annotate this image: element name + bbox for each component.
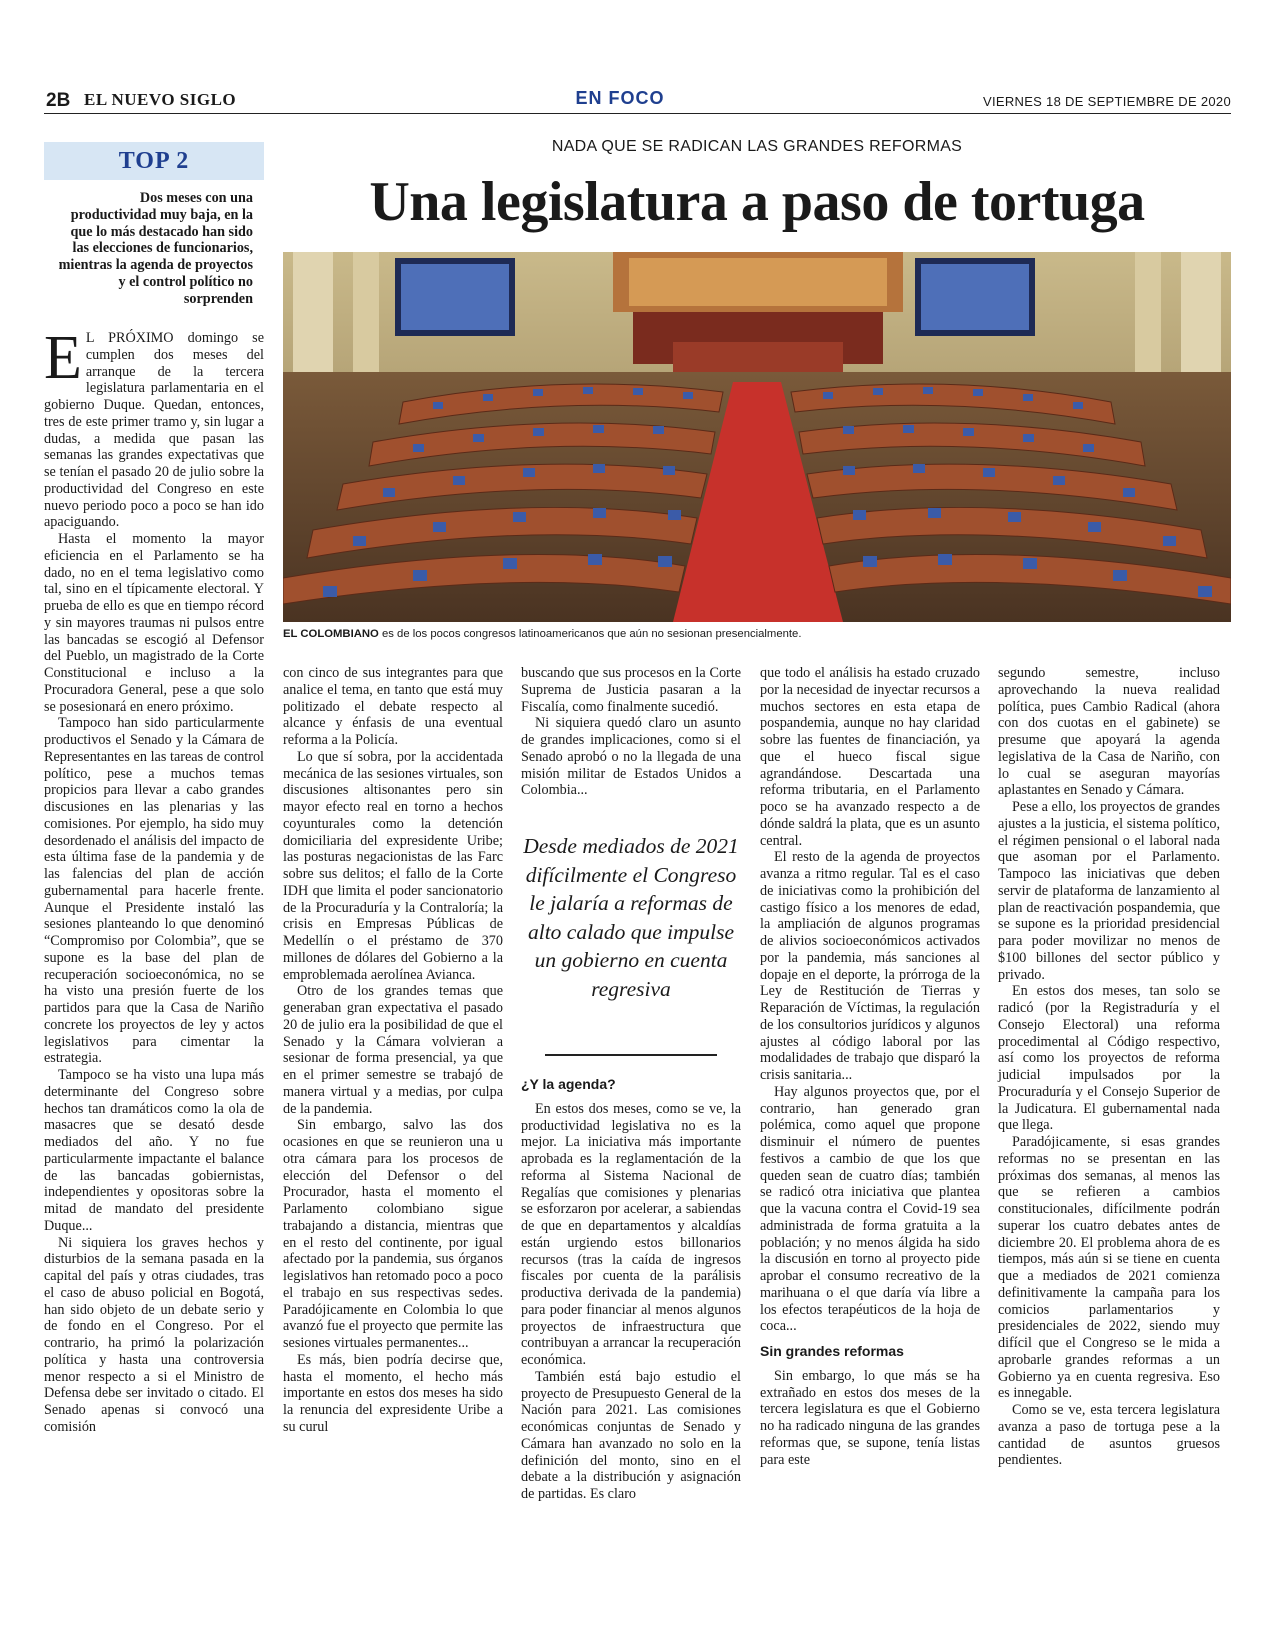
page-number: 2B	[46, 90, 71, 111]
column-3-lower	[521, 1068, 741, 1503]
congress-chamber-illustration	[283, 252, 1231, 622]
section-name: EN FOCO	[575, 88, 665, 108]
paragraph: Otro de los grandes temas que generaban gran expectativa el pasado 20 de julio era la posibilidad de que el Senado y la Cámara volvieran a sesionar de forma presencial, ya que en el primer semestre se trabajó de manera virtual y a medias, por culpa de la pandemia.	[283, 983, 503, 1117]
issue-date: VIERNES 18 DE SEPTIEMBRE DE 2020	[982, 94, 1231, 109]
paragraph: También está bajo estudio el proyecto de Presupuesto General de la Nación para 2021. Las comisiones económicas conjuntas de Senado y Cámara han avanzado no solo en la definición del monto, sino en el debate a la distribución y asignación de partidas. Es claro	[521, 1368, 741, 1502]
paragraph: Es más, bien podría decirse que, hasta el momento, el hecho más importante en estos dos meses ha sido la renuncia del expresidente Uribe a su curul	[283, 1351, 503, 1435]
paragraph: Como se ve, esta tercera legislatura avanza a paso de tortuga pese a la cantidad de asuntos gruesos pendientes.	[998, 1402, 1220, 1469]
paragraph: Pese a ello, los proyectos de grandes ajustes a la justicia, el sistema político, el régimen pensional o el laboral nada que asoman por el Parlamento. Tampoco las iniciativas que deben servir de plataforma de lanzamiento al plan de reactivación pospandemia, que se supone es la prioridad presidencial para poder movilizar no menos de $100 billones del sector público y privado.	[998, 799, 1220, 983]
paragraph: Sin embargo, lo que más se ha extrañado en estos dos meses de la tercera legislatura es que el Gobierno no ha radicado ninguna de las grandes reformas que, se supone, tenía listas para este	[760, 1367, 980, 1468]
paragraph: En estos dos meses, tan solo se radicó (por la Registraduría y el Consejo Electoral) una reforma procedimental al Código respectivo, así como los proyectos de reforma judicial impulsados por la Procuraduría y el Consejo Superior de la Judicatura. El gubernamental nada que llega.	[998, 983, 1220, 1134]
top-label: TOP 2	[44, 142, 264, 180]
paragraph: El resto de la agenda de proyectos avanza a ritmo regular. Tal es el caso de iniciativas como la prohibición del castigo físico a los menores de edad, la ampliación de algunos programas de alivios socioeconómicos activados por la pandemia, más sanciones al dopaje en el deporte, la prórroga de la Ley de Restitución de Tierras y Reparación de Víctimas, la regulación de los consultorios jurídicos y algunos ajustes al código laboral por las modalidades de trabajo que disparó la crisis sanitaria...	[760, 849, 980, 1083]
drop-cap: E	[44, 324, 82, 392]
congress-photo	[283, 252, 1231, 622]
paragraph: Lo que sí sobra, por la accidentada mecánica de las sesiones virtuales, son discusiones altisonantes pero sin mayor efecto real en torno a hechos coyunturales como la detención domiciliaria del expresidente Uribe; las posturas negacionistas de las Farc sobre sus delitos; el fallo de la Corte IDH que limita el poder sancionatorio de la Procuraduría y la Contraloría; la crisis en Empresas Públicas de Medellín o el préstamo de 370 millones de dólares del Gobierno a la emproblemada aerolínea Avianca.	[283, 748, 503, 983]
subheading: ¿Y la agenda?	[521, 1076, 616, 1092]
column-1	[44, 324, 264, 1436]
photo-caption	[283, 628, 1231, 640]
caption-text: es de los pocos congresos latinoamericanos que aún no sesionan presencialmente.	[378, 628, 802, 640]
column-5	[998, 665, 1220, 1469]
column-3	[521, 665, 741, 799]
pull-quote-divider	[545, 1054, 717, 1056]
paragraph: buscando que sus procesos en la Corte Suprema de Justicia pasaran a la Fiscalía, como finalmente sucedió.	[521, 665, 741, 715]
paragraph: segundo semestre, incluso aprovechando la nueva realidad política, pues Cambio Radical (ahora con dos cuotas en el gabinete) se presume que apoyará la agenda legislativa de la Casa de Nariño, con lo cual se aseguran mayorías aplastantes en Senado y Cámara.	[998, 665, 1220, 799]
paragraph: Ni siquiera los graves hechos y disturbios de la semana pasada en la capital del país y otras ciudades, tras el caso de abuso policial en Bogotá, han sido objeto de un debate serio y de fondo en el Congreso. Por el contrario, ha primó la polarización política y hasta una controversia menor respecto a si el Ministro de Defensa debe ser invitado o citado. El Senado apenas si convocó una comisión	[44, 1234, 264, 1435]
caption-source: EL COLOMBIANO	[283, 628, 379, 640]
header-divider	[44, 113, 1231, 114]
paragraph: Tampoco se ha visto una lupa más determinante del Congreso sobre hechos tan dramáticos como la ola de masacres que se desató desde mediados del año. Y no fue particularmente impactante el balance de las bancadas gobiernistas, independientes y opositoras sobre la mitad de mandato del presidente Duque...	[44, 1067, 264, 1234]
paragraph: Paradójicamente, si esas grandes reformas no se presentan en las próximas dos semanas, al menos las que se refieren a cambios constitucionales, difícilmente podrán superar los cuatro debates antes de diciembre 20. El problema ahora de es tiempos, más aún si se tiene en cuenta que a mediados de 2021 comienza definitivamente la campaña para los comicios parlamentarios y presidenciales de 2022, siendo muy difícil que el Congreso se le mida a aprobarle grandes reformas a un Gobierno ya en cuenta regresiva. Eso es innegable.	[998, 1134, 1220, 1402]
paragraph: Ni siquiera quedó claro un asunto de grandes implicaciones, como si el Senado aprobó o no la llegada de una misión militar de Estados Unidos a Colombia...	[521, 715, 741, 799]
column-4	[760, 665, 980, 1468]
paragraph: Sin embargo, salvo las dos ocasiones en que se reunieron una u otra cámara para los procesos de elección del Defensor o del Procurador, hasta el momento el Parlamento colombiano sigue trabajando a distancia, mientras que en el resto del continente, por igual afectado por la pandemia, sus órganos legislativos han retomado poco a poco el trabajo en sus respectivas sedes. Paradójicamente en Colombia lo que avanzó fue el proyecto que permite las sesiones virtuales permanentes...	[283, 1117, 503, 1351]
article-summary: Dos meses con una productividad muy baja, en la que lo más destacado han sido las elecciones de funcionarios, mientras la agenda de proyectos y el control político no sorprenden	[58, 190, 253, 307]
paragraph: Tampoco han sido particularmente productivos el Senado y la Cámara de Representantes en las tareas de control político, pese a muchos temas propicios para llevar a cabo grandes discusiones en las plenarias y las comisiones. Por ejemplo, ha sido muy desordenado el análisis del impacto de esta última fase de la pandemia y de las falencias del plan de acción gubernamental para hacerle frente. Aunque el Presidente instaló las sesiones planteando lo que denominó “Compromiso por Colombia”, que se supone es la base del plan de recuperación socioeconómica, no se ha visto una presión fuerte de los partidos para que la Casa de Nariño concrete los proyectos de ley y actos legislativos para cimentar la estrategia.	[44, 715, 264, 1067]
kicker: NADA QUE SE RADICAN LAS GRANDES REFORMAS	[551, 138, 963, 155]
subheading: Sin grandes reformas	[760, 1343, 904, 1359]
headline: Una legislatura a paso de tortuga	[369, 171, 1145, 233]
paragraph: con cinco de sus integrantes para que analice el tema, en tanto que está muy politizado el debate respecto al alcance y énfasis de una eventual reforma a la Policía.	[283, 665, 503, 748]
paragraph: que todo el análisis ha estado cruzado por la necesidad de inyectar recursos a muchos sectores en esta etapa de pospandemia, aunque no hay claridad sobre las fuentes de financiación, ya que el hueco fiscal sigue agrandándose. Descartada una reforma tributaria, en el Parlamento poco se ha avanzado respecto a de dónde saldrá la plata, que es un asunto central.	[760, 665, 980, 849]
paragraph: Hasta el momento la mayor eficiencia en el Parlamento se ha dado, no en el tema legislativo como tal, sino en el típicamente electoral. Y prueba de ello es que en tiempo récord y sin mayores traumas ni pulsos entre las bancadas se escogió al Defensor del Pueblo, un magistrado de la Corte Constitucional e incluso a la Procuradora General, pese a que solo se posesionará en enero próximo.	[44, 531, 264, 715]
newspaper-logo: EL NUEVO SIGLO	[84, 90, 237, 109]
column-2	[283, 665, 503, 1436]
paragraph: E L PRÓXIMO domingo se cumplen dos meses del arranque de la tercera legislatura parlamentaria en el gobierno Duque. Quedan, entonces, tres de este primer tramo y, sin lugar a dudas, a medida que pasan las semanas las grandes expectativas que se tenían el pasado 20 de julio sobre la productividad del Congreso en este nuevo periodo poco a poco se han ido apaciguando.	[44, 324, 264, 531]
paragraph: En estos dos meses, como se ve, la productividad legislativa no es la mejor. La iniciativa más importante aprobada es la reglamentación de la reforma al Sistema Nacional de Regalías que comisiones y plenarias se esforzaron por acelerar, a sabiendas de que en departamentos y alcaldías están urgiendo estos billonarios recursos (tras la caída de ingresos fiscales por cuenta de la parálisis productiva derivada de la pandemia) para poder financiar al menos algunos proyectos de infraestructura que contribuyan a arrancar la recuperación económica.	[521, 1100, 741, 1368]
pull-quote: Desde mediados de 2021 difícilmente el Congreso le jalaría a reformas de alto calado que impulse un gobierno en cuenta regresiva	[523, 834, 739, 1001]
paragraph: Hay algunos proyectos que, por el contrario, han generado gran polémica, como aquel que propone disminuir el número de puentes festivos a cambio de que los que queden sean de cuatro días; también se radicó otra iniciativa que plantea que la vacuna contra el Covid-19 sea administrada de forma gratuita a la población; y no menos álgida ha sido la discusión en torno al proyecto pide aprobar el consumo recreativo de la marihuana o el que daría vía libre a los efectos terapéuticos de la hoja de coca...	[760, 1083, 980, 1335]
